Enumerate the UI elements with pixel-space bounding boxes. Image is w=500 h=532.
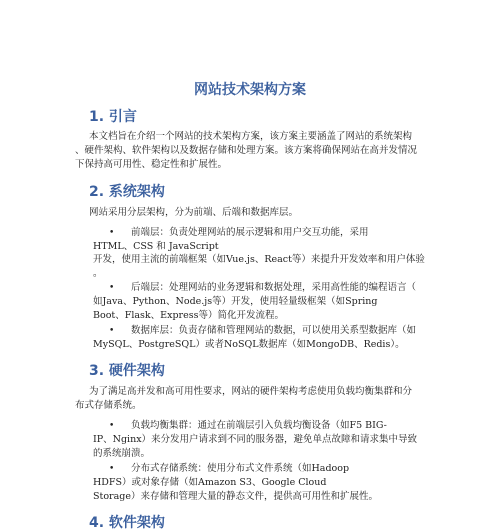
paragraph-line: 布式存储系统。 — [75, 400, 142, 411]
list-item-line: 。 — [93, 268, 103, 279]
list-item-line: 如Java、Python、Node.js等）开发，使用轻量级框架（如Spring — [93, 296, 378, 307]
bullet-icon: • — [109, 228, 115, 238]
list-item-line: 数据库层：负责存储和管理网站的数据，可以使用关系型数据库（如 — [131, 325, 417, 336]
list-item-line: IP、Nginx）来分发用户请求到不同的服务器，避免单点故障和请求集中导致 — [93, 434, 418, 445]
paragraph-line: 网站采用分层架构，分为前端、后端和数据库层。 — [89, 207, 299, 218]
paragraph-line: 下保持高可用性、稳定性和扩展性。 — [75, 159, 228, 170]
list-item-line: 前端层：负责处理网站的展示逻辑和用户交互功能，采用 — [131, 227, 369, 238]
bullet-icon: • — [109, 421, 115, 431]
list-item-line: HDFS）或对象存储（如Amazon S3、Google Cloud — [93, 477, 327, 488]
section-heading-hardware-architecture: 3. 硬件架构 — [89, 363, 165, 379]
bullet-icon: • — [109, 326, 115, 336]
list-item-line: Storage）来存储和管理大量的静态文件，提供高可用性和扩展性。 — [93, 491, 378, 502]
paragraph-line: 本文档旨在介绍一个网站的技术架构方案，该方案主要涵盖了网站的系统架构 — [89, 131, 413, 142]
list-item-line: HTML、CSS 和 JavaScript — [93, 241, 219, 252]
paragraph-line: 、硬件架构、软件架构以及数据存储和处理方案。该方案将确保网站在高并发情况 — [75, 145, 418, 156]
section-heading-intro: 1. 引言 — [89, 109, 137, 125]
section-heading-system-architecture: 2. 系统架构 — [89, 184, 165, 200]
list-item-line: 负载均衡集群：通过在前端层引入负载均衡设备（如F5 BIG- — [131, 420, 387, 431]
list-item-line: 开发，使用主流的前端框架（如Vue.js、React等）来提升开发效率和用户体验 — [93, 254, 425, 265]
list-item-line: 后端层：处理网站的业务逻辑和数据处理，采用高性能的编程语言（ — [131, 282, 417, 293]
list-item-line: MySQL、PostgreSQL）或者NoSQL数据库（如MongoDB、Redis）。 — [93, 339, 405, 350]
list-item-line: 的系统崩溃。 — [93, 448, 151, 459]
list-item-line: Boot、Flask、Express等）简化开发流程。 — [93, 310, 284, 321]
bullet-icon: • — [109, 464, 115, 474]
bullet-icon: • — [109, 283, 115, 293]
list-item-line: 分布式存储系统：使用分布式文件系统（如Hadoop — [131, 463, 350, 474]
document-title: 网站技术架构方案 — [194, 82, 306, 98]
paragraph-line: 为了满足高并发和高可用性要求，网站的硬件架构考虑使用负载均衡集群和分 — [89, 386, 413, 397]
section-heading-software-architecture: 4. 软件架构 — [89, 515, 165, 531]
